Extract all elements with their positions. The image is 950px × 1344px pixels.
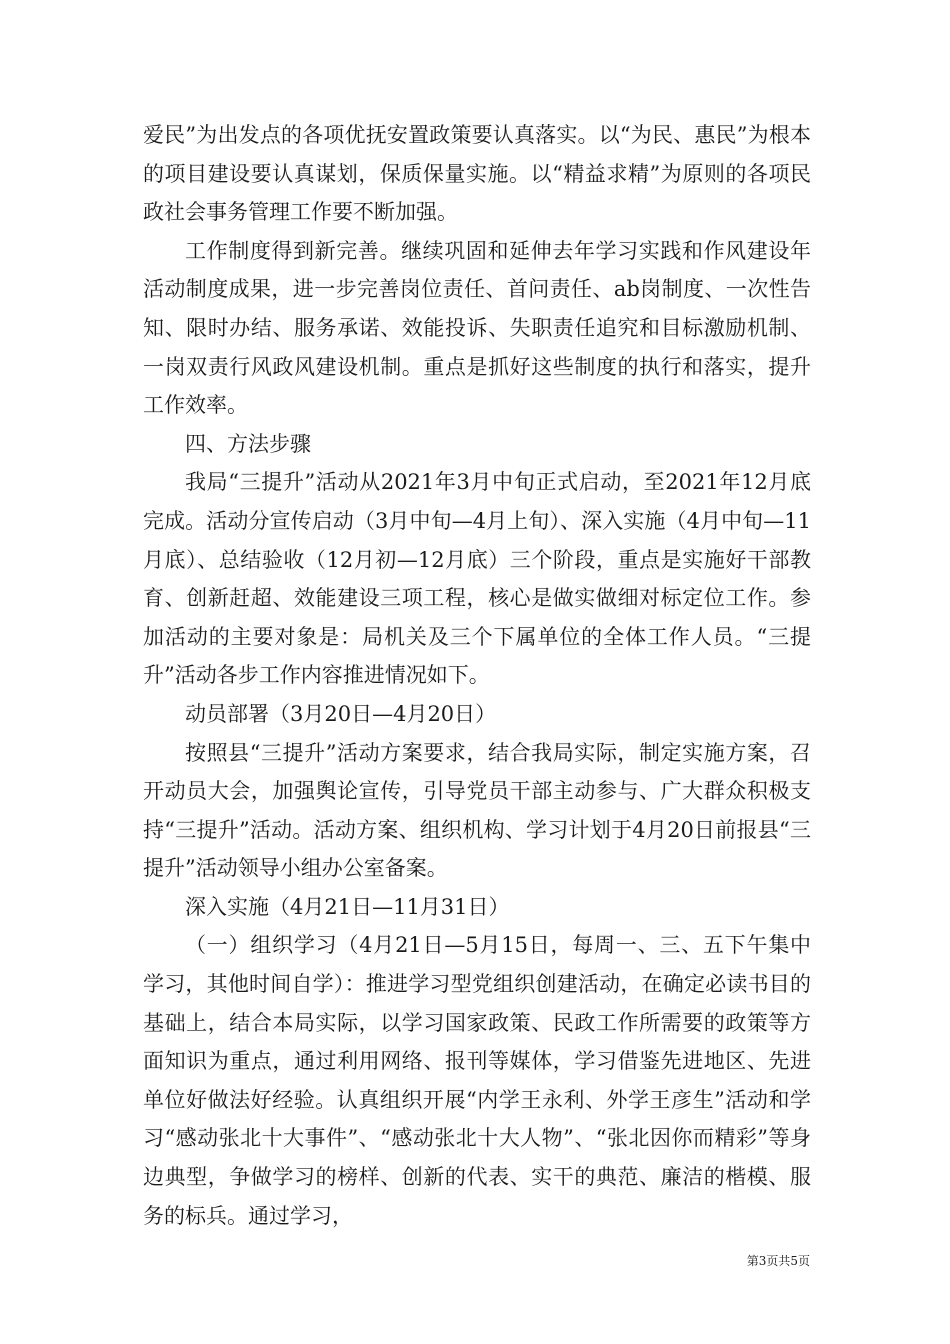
- section-heading-methods: 四、方法步骤: [185, 431, 311, 456]
- document-body: [143, 116, 811, 1235]
- paragraph-3: 我局“三提升”活动从2021年3月中旬正式启动，至2021年12月底完成。活动分宣传启动（3月中旬—4月上旬）、深入实施（4月中旬—11月底）、总结验收（12月初—12月底）三个阶段，重点是实施好干部教育、创新赶超、效能建设三项工程，核心是做实做细对标定位工作。参加活动的主要对象是：局机关及三个下属单位的全体工作人员。“三提升”活动各步工作内容推进情况如下。: [143, 470, 811, 688]
- page-number: 第3页共5页: [746, 1254, 810, 1268]
- subheading-mobilization: 动员部署（3月20日—4月20日）: [185, 701, 497, 726]
- paragraph-5: （一）组织学习（4月21日—5月15日，每周一、三、五下午集中学习，其他时间自学）：推进学习型党组织创建活动，在确定必读书目的基础上，结合本局实际，以学习国家政策、民政工作所需要的政策等方面知识为重点，通过利用网络、报刊等媒体，学习借鉴先进地区、先进单位好做法好经验。认真组织开展“内学王永利、外学王彦生”活动和学习“感动张北十大事件”、“感动张北十大人物”、“张北因你而精彩”等身边典型，争做学习的榜样、创新的代表、实干的典范、廉洁的楷模、服务的标兵。通过学习，: [143, 933, 811, 1228]
- paragraph-4: 按照县“三提升”活动方案要求，结合我局实际，制定实施方案，召开动员大会，加强舆论宣传，引导党员干部主动参与、广大群众积极支持“三提升”活动。活动方案、组织机构、学习计划于4月20日前报县“三提升”活动领导小组办公室备案。: [143, 740, 811, 881]
- paragraph-1: 爱民”为出发点的各项优抚安置政策要认真落实。以“为民、惠民”为根本的项目建设要认真谋划，保质保量实施。以“精益求精”为原则的各项民政社会事务管理工作要不断加强。: [143, 123, 811, 225]
- paragraph-2: 工作制度得到新完善。继续巩固和延伸去年学习实践和作风建设年活动制度成果，进一步完善岗位责任、首问责任、ab岗制度、一次性告知、限时办结、服务承诺、效能投诉、失职责任追究和目标激励机制、一岗双责行风政风建设机制。重点是抓好这些制度的执行和落实，提升工作效率。: [143, 238, 811, 418]
- subheading-implementation: 深入实施（4月21日—11月31日）: [185, 894, 510, 919]
